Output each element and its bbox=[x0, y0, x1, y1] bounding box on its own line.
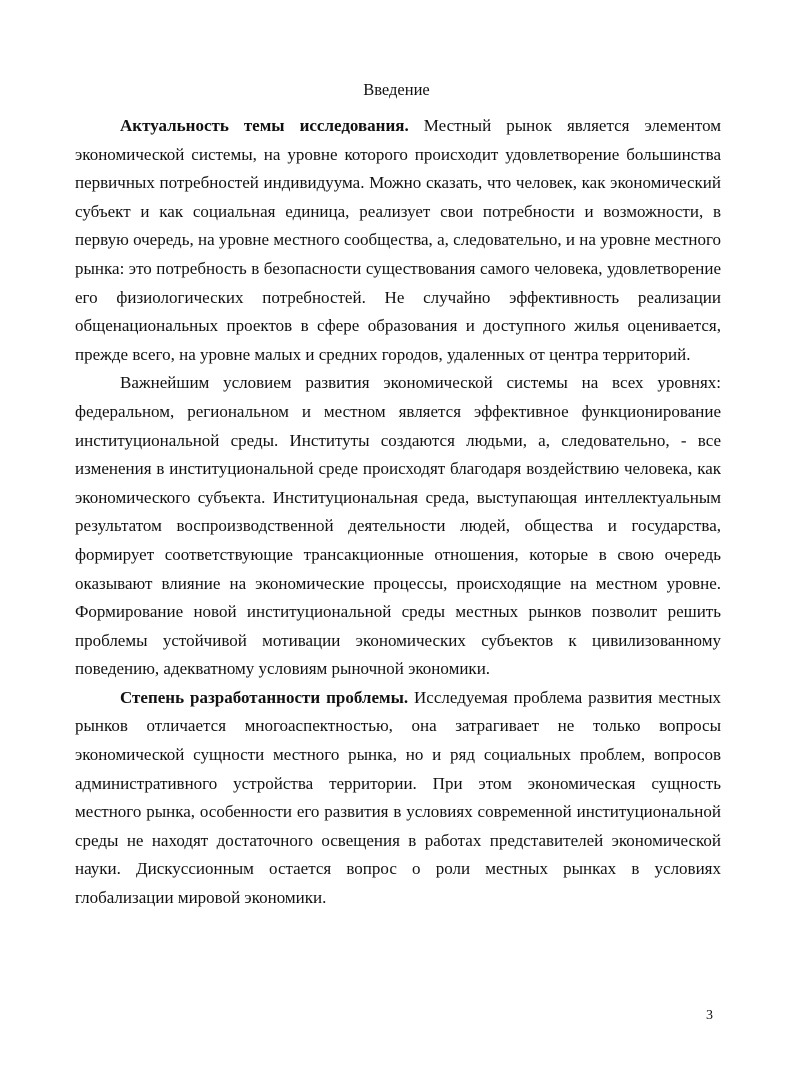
paragraph-relevance bbox=[75, 112, 721, 369]
body-text bbox=[75, 112, 721, 913]
paragraph-text: Местный рынок является элементом экономической системы, на уровне которого происходит удовлетворение большинства первичных потребностей индивидуума. Можно сказать, что человек, как экономический субъект и как социальная единица, реализует свои потребности и возможности, в первую очередь, на уровне местного сообщества, а, следовательно, и на уровне местного рынка: это потребность в безопасности существования самого человека, удовлетворение его физиологических потребностей. Не случайно эффективность реализации общенациональных проектов в сфере образования и доступного жилья оценивается, прежде всего, на уровне малых и средних городов, удаленных от центра территорий. bbox=[75, 116, 722, 364]
paragraph-text: Важнейшим условием развития экономической системы на всех уровнях: федеральном, региональном и местном является эффективное функционирование институциональной среды. Институты создаются людьми, а, следовательно, - все изменения в институциональной среде происходят благодаря воздействию человека, как экономического субъекта. Институциональная среда, выступающая интеллектуальным результатом воспроизводственной деятельности людей, общества и государства, формирует соответствующие трансакционные отношения, которые в свою очередь оказывают влияние на экономические процессы, происходящие на местном уровне. Формирование новой институциональной среды местных рынков позволит решить проблемы устойчивой мотивации экономических субъектов к цивилизованному поведению, адекватному условиям рыночной экономики. bbox=[75, 373, 721, 679]
paragraph-lead: Степень разработанности проблемы. bbox=[120, 687, 409, 707]
paragraph-lead: Актуальность темы исследования. bbox=[120, 116, 409, 135]
page-number: 3 bbox=[706, 1008, 713, 1023]
page-title: Введение bbox=[363, 80, 430, 99]
paragraph-institutional bbox=[75, 369, 721, 684]
paragraph-development-degree bbox=[75, 684, 721, 913]
paragraph-text: Исследуемая проблема развития местных рынков отличается многоаспектностью, она затрагивает не только вопросы экономической сущности местного рынка, но и ряд социальных проблем, вопросов административного устройства территории. При этом экономическая сущность местного рынка, особенности его развития в условиях современной институциональной среды не находят достаточного освещения в работах представителей экономической науки. Дискуссионным остается вопрос о роли местных рынках в условиях глобализации мировой экономики. bbox=[75, 687, 721, 908]
